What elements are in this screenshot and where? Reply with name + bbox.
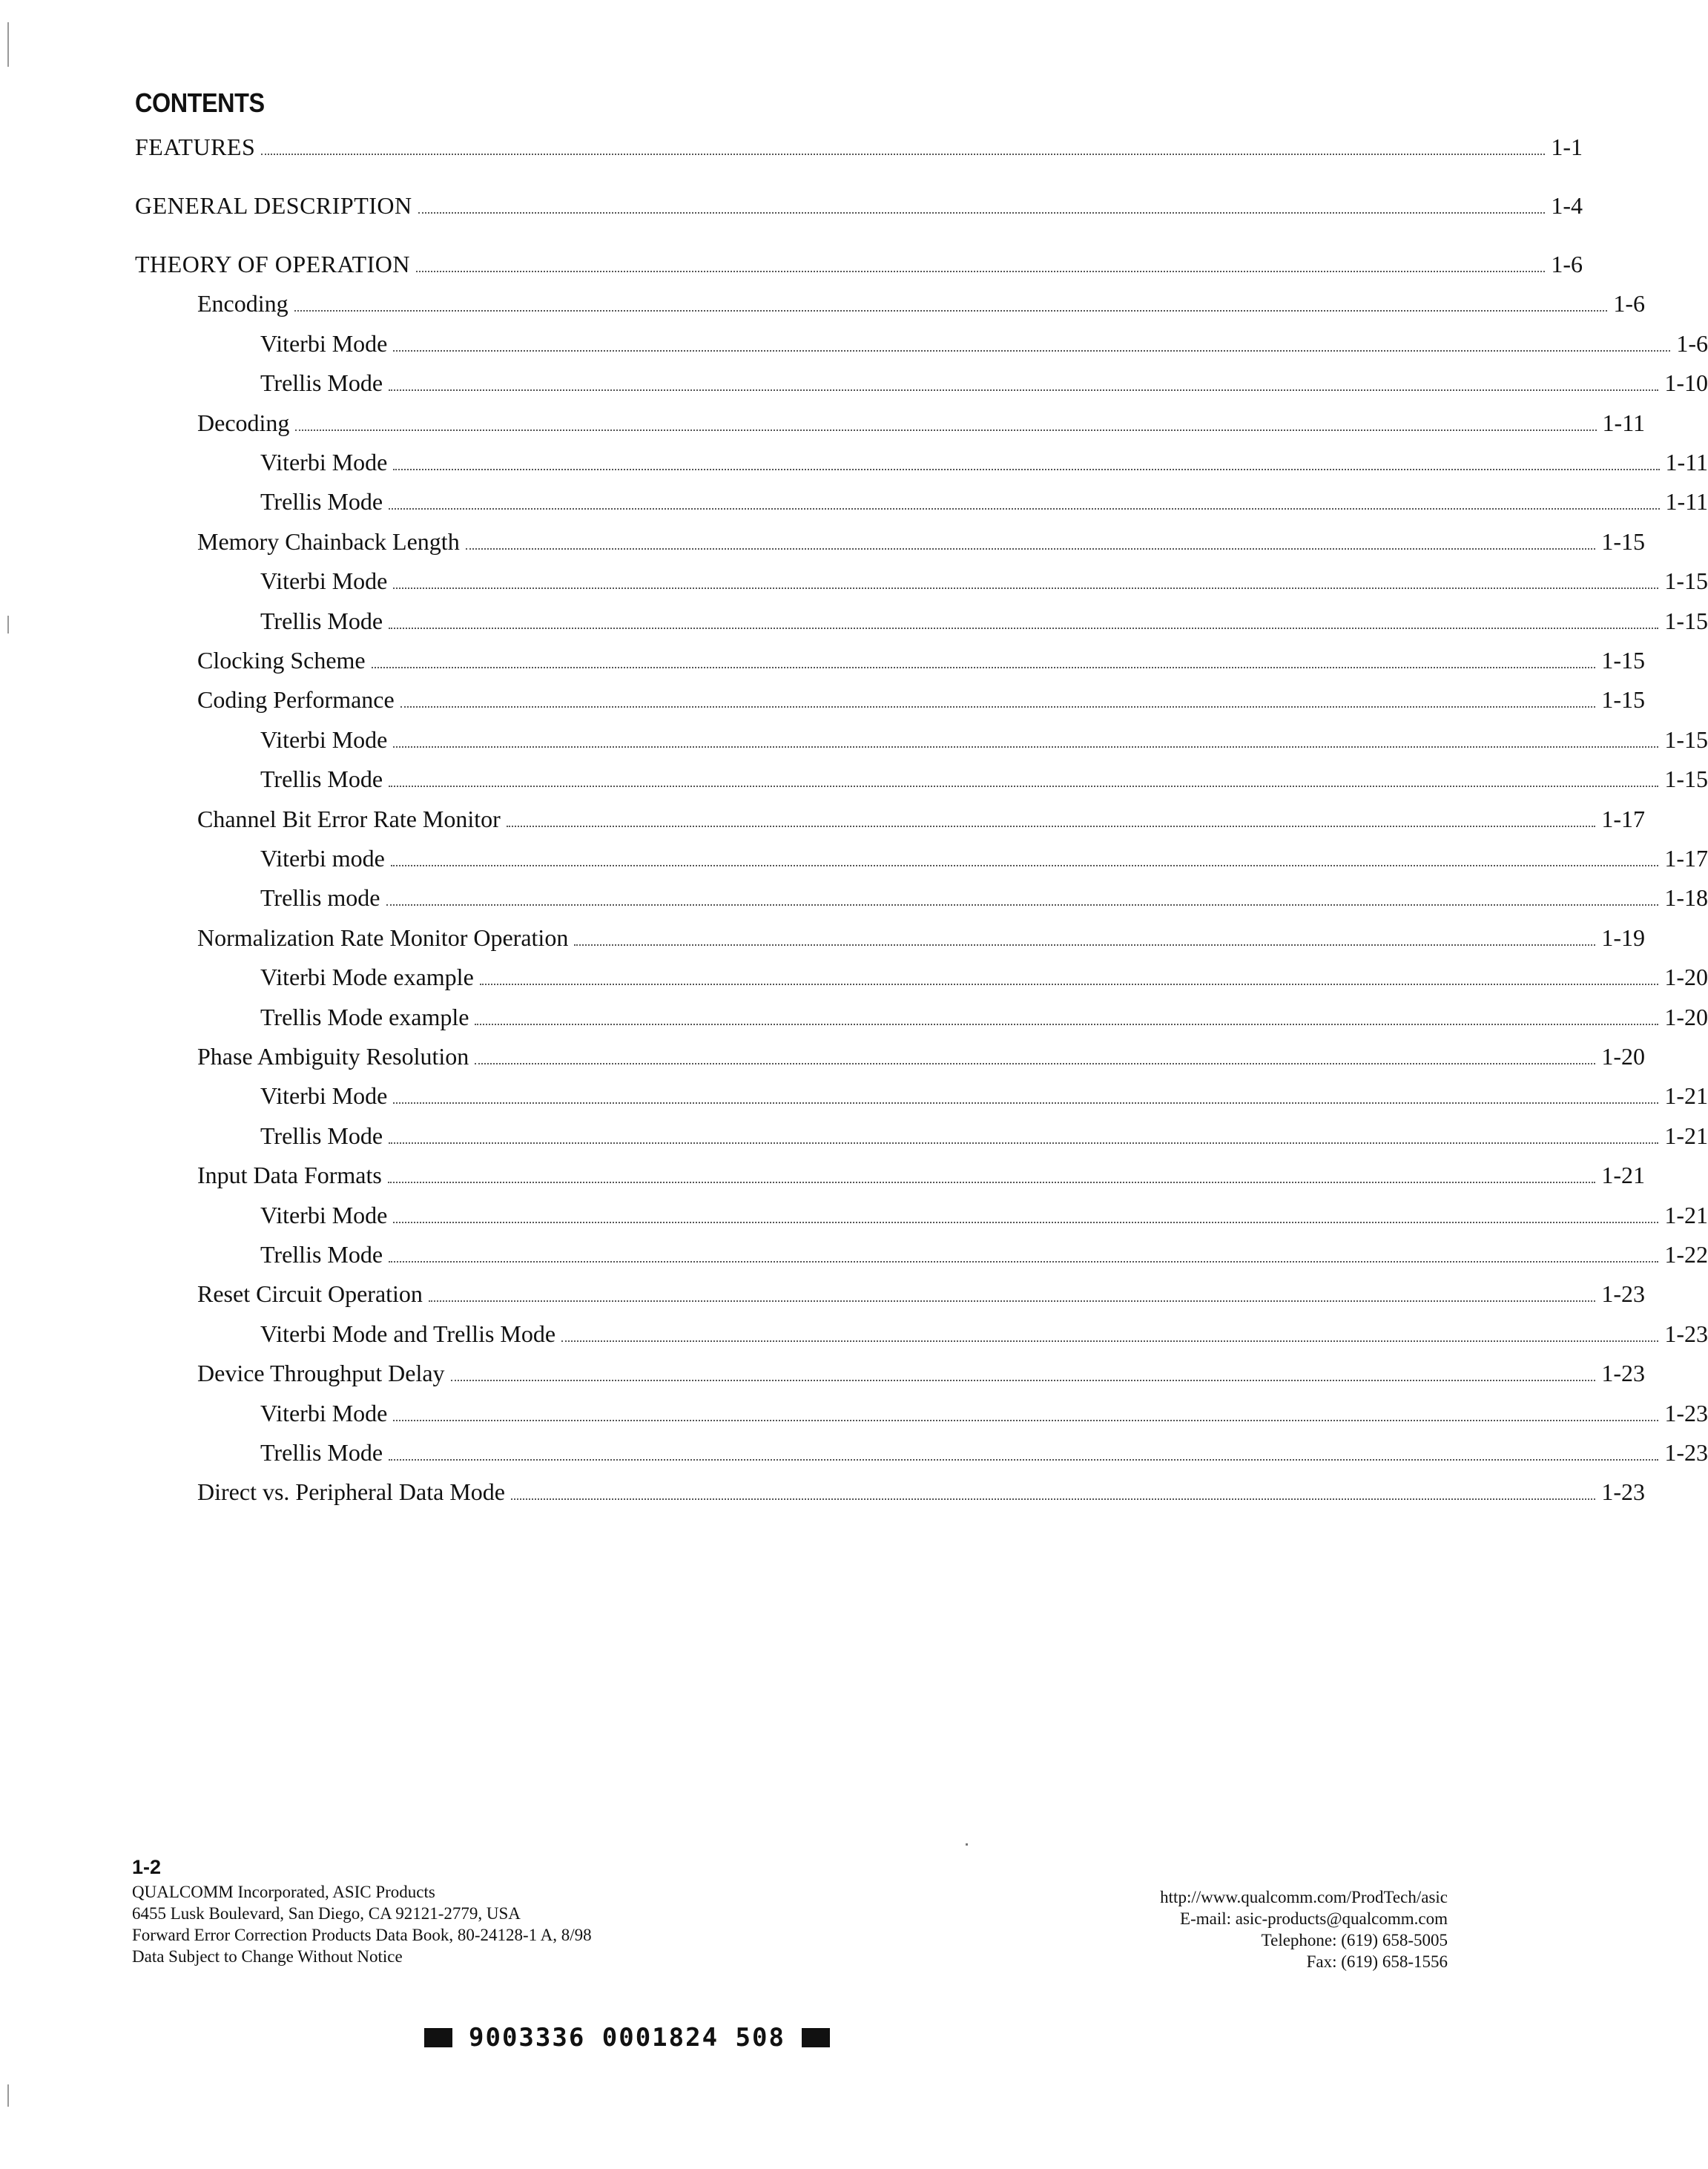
toc-entry [0,764,1708,794]
dot-leader [389,1243,1658,1263]
toc-entry-page: 1-23 [1601,1280,1645,1307]
toc-entry-title: GENERAL DESCRIPTION [135,192,412,219]
footer-publisher-info [132,1857,592,1967]
toc-entry-title: Trellis Mode [260,1122,383,1149]
footer-left-line: Data Subject to Change Without Notice [132,1947,403,1966]
toc-entry [0,645,1645,675]
scan-barcode [424,2023,830,2053]
toc-entry-title: Decoding [197,409,290,436]
toc-entry-page: 1-17 [1601,806,1645,832]
toc-entry-title: Viterbi mode [260,845,385,872]
toc-entry [0,249,1583,279]
toc-entry [0,1279,1645,1309]
toc-entry-title: Reset Circuit Operation [197,1280,423,1307]
toc-entry-page: 1-23 [1601,1360,1645,1386]
toc-entry-title: Clocking Scheme [197,647,366,674]
toc-entry [0,843,1708,873]
toc-entry-title: Trellis Mode example [260,1004,469,1030]
toc-entry [0,962,1708,992]
toc-entry-title: Input Data Formats [197,1162,382,1188]
toc-entry [0,1398,1708,1428]
toc-entry [0,132,1583,162]
toc-entry-page: 1-4 [1551,192,1583,219]
dot-leader [475,1045,1595,1064]
toc-entry-title: Viterbi Mode [260,567,388,594]
footer-right-line: http://www.qualcomm.com/ProdTech/asic [1160,1888,1448,1906]
dot-leader [480,966,1659,985]
toc-entry-page: 1-23 [1664,1439,1708,1466]
toc-entry [0,804,1645,834]
page-number: 1-2 [132,1856,162,1878]
barcode-block-left [424,2028,452,2047]
dot-leader [389,768,1658,787]
toc-entry-page: 1-17 [1664,845,1708,872]
toc-entry-title: FEATURES [135,134,256,160]
scan-artifact [7,616,9,633]
toc-entry-title: Trellis Mode [260,1439,383,1466]
toc-entry-title: Viterbi Mode and Trellis Mode [260,1320,556,1347]
toc-entry [0,368,1708,398]
toc-entry-page: 1-21 [1601,1162,1645,1188]
toc-entry-page: 1-15 [1664,567,1708,594]
dot-leader [393,728,1658,748]
toc-entry-page: 1-6 [1613,290,1645,317]
toc-entry [0,1240,1708,1269]
dot-leader [400,688,1596,708]
toc-entry-page: 1-21 [1664,1082,1708,1109]
scan-speck [966,1843,968,1846]
dot-leader [511,1481,1595,1500]
toc-entry [0,1121,1708,1151]
dot-leader [574,926,1595,946]
toc-entry [0,289,1645,318]
toc-entry-title: Viterbi Mode [260,1400,388,1426]
dot-leader [261,136,1545,155]
toc-entry [0,1477,1645,1507]
barcode-block-right [802,2028,830,2047]
dot-leader [295,412,1596,431]
dot-leader [475,1006,1658,1025]
toc-entry-page: 1-22 [1664,1241,1708,1268]
toc-entry-title: Viterbi Mode [260,1082,388,1109]
toc-entry [0,923,1645,952]
toc-entry [0,566,1708,596]
toc-entry-title: Trellis Mode [260,369,383,396]
toc-entry-page: 1-15 [1601,686,1645,713]
dot-leader [416,253,1545,272]
toc-entry [0,1358,1645,1388]
toc-entry-page: 1-15 [1664,766,1708,792]
toc-entry [0,1002,1708,1032]
dot-leader [294,292,1608,312]
toc-entry-page: 1-19 [1601,924,1645,951]
toc-entry-title: THEORY OF OPERATION [135,251,410,277]
toc-entry [0,606,1708,636]
toc-entry-page: 1-15 [1601,528,1645,555]
dot-leader [372,649,1596,668]
toc-entry-page: 1-15 [1664,608,1708,634]
toc-entry-title: Viterbi Mode example [260,964,474,990]
contents-heading: CONTENTS [135,88,265,118]
dot-leader [393,1402,1658,1421]
dot-leader [393,570,1658,589]
toc-entry [0,1200,1708,1230]
toc-entry [0,883,1708,912]
toc-entry-page: 1-20 [1664,964,1708,990]
toc-entry-title: Channel Bit Error Rate Monitor [197,806,501,832]
toc-entry-page: 1-23 [1664,1320,1708,1347]
toc-entry-title: Viterbi Mode [260,330,388,357]
toc-entry-title: Phase Ambiguity Resolution [197,1043,469,1070]
dot-leader [466,530,1596,550]
dot-leader [389,372,1658,391]
dot-leader [389,610,1658,629]
toc-entry-page: 1-6 [1551,251,1583,277]
toc-entry [0,329,1708,358]
toc-entry-page: 1-15 [1601,647,1645,674]
dot-leader [391,847,1659,866]
toc-entry-page: 1-10 [1664,369,1708,396]
toc-entry [0,685,1645,714]
barcode-text: 9003336 0001824 508 [469,2023,785,2053]
footer-contact-info [1160,1886,1448,1972]
footer-right-line: Fax: (619) 658-1556 [1306,1952,1448,1971]
toc-entry-title: Viterbi Mode [260,449,388,475]
scan-artifact [7,2084,9,2107]
toc-entry [0,408,1645,438]
toc-entry-title: Encoding [197,290,288,317]
toc-entry-title: Normalization Rate Monitor Operation [197,924,569,951]
dot-leader [386,886,1659,906]
footer-left-line: Forward Error Correction Products Data Book, 80-24128-1 A, 8/98 [132,1926,592,1944]
toc-entry [0,1041,1645,1071]
toc-entry-title: Viterbi Mode [260,726,388,753]
toc-entry [0,725,1708,754]
toc-entry-page: 1-20 [1664,1004,1708,1030]
toc-entry-title: Viterbi Mode [260,1202,388,1228]
dot-leader [393,1084,1658,1104]
toc-entry-page: 1-21 [1664,1122,1708,1149]
toc-entry-page: 1-20 [1601,1043,1645,1070]
toc-entry-title: Memory Chainback Length [197,528,460,555]
footer-left-line: 6455 Lusk Boulevard, San Diego, CA 92121-2779, USA [132,1904,521,1923]
toc-entry-title: Trellis mode [260,884,380,911]
dot-leader [507,808,1596,827]
toc-entry [0,1081,1708,1110]
dot-leader [388,1164,1596,1183]
toc-entry [0,527,1645,556]
toc-entry [0,1438,1708,1467]
toc-entry-page: 1-23 [1664,1400,1708,1426]
toc-entry-title: Trellis Mode [260,1241,383,1268]
toc-entry [0,447,1708,477]
toc-entry-title: Trellis Mode [260,488,383,515]
toc-entry-title: Direct vs. Peripheral Data Mode [197,1478,505,1505]
toc-entry-title: Coding Performance [197,686,395,713]
dot-leader [389,490,1659,510]
toc-entry-page: 1-21 [1664,1202,1708,1228]
dot-leader [389,1125,1658,1144]
toc-entry [0,487,1708,516]
toc-entry-page: 1-11 [1602,409,1645,436]
toc-entry [0,1160,1645,1190]
toc-entry-page: 1-11 [1665,488,1708,515]
dot-leader [393,451,1659,470]
toc-entry-page: 1-18 [1664,884,1708,911]
dot-leader [451,1362,1596,1381]
toc-entry-page: 1-11 [1665,449,1708,475]
footer-right-line: E-mail: asic-products@qualcomm.com [1180,1909,1448,1928]
footer-left-line: QUALCOMM Incorporated, ASIC Products [132,1883,435,1901]
toc-entry-page: 1-1 [1551,134,1583,160]
dot-leader [418,194,1546,214]
toc-entry-title: Device Throughput Delay [197,1360,445,1386]
toc-entry-title: Trellis Mode [260,608,383,634]
dot-leader [393,1204,1658,1223]
toc-entry [0,1319,1708,1349]
toc-entry-page: 1-23 [1601,1478,1645,1505]
toc-entry-title: Trellis Mode [260,766,383,792]
dot-leader [429,1283,1595,1302]
toc-entry-page: 1-6 [1676,330,1708,357]
dot-leader [561,1323,1658,1342]
dot-leader [389,1441,1658,1461]
toc-entry-page: 1-15 [1664,726,1708,753]
footer-right-line: Telephone: (619) 658-5005 [1261,1931,1448,1949]
scan-artifact [7,22,9,67]
toc-entry [0,191,1583,220]
dot-leader [393,332,1670,352]
